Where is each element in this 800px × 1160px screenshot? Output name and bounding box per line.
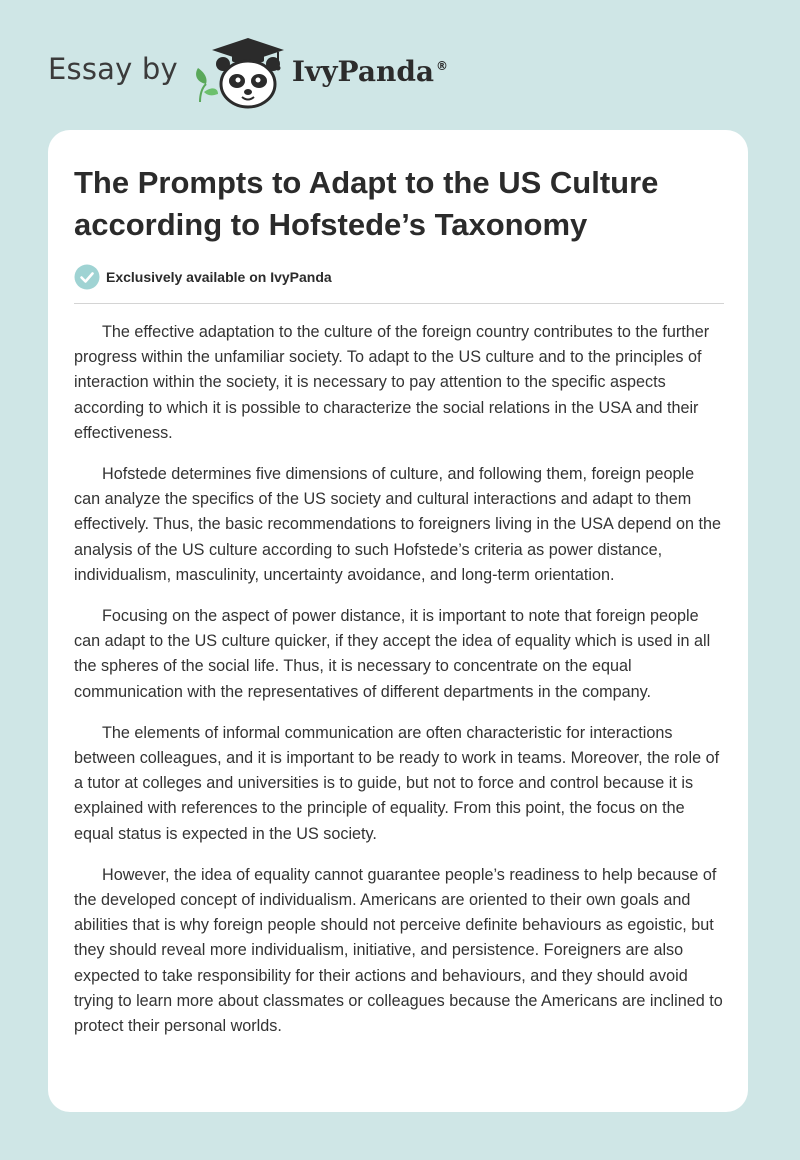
divider (74, 303, 724, 304)
essay-card (48, 130, 748, 1112)
brand-prefix: Essay by (48, 52, 178, 86)
registered-mark: ® (436, 59, 449, 74)
brand-name: IvyPanda ® (291, 54, 449, 88)
panda-graduate-icon (190, 34, 286, 110)
exclusive-badge (74, 264, 332, 290)
paragraph: However, the idea of equality cannot guarantee people’s readiness to help because of the developed concept of individualism. Americans are oriented to their own goals and abilities that is why foreign people should not perceive definite behaviours as egoistic, but they should reveal more individualism, initiative, and persistence. Foreigners are also expected to take responsibility for their actions and behaviours, and they should avoid trying to learn more about classmates or colleagues because the Americans are inclined to protect their personal worlds. (74, 865, 723, 1036)
essay-body (74, 320, 724, 1055)
paragraph: The elements of informal communication are often characteristic for interactions between colleagues, and it is important to be ready to work in teams. Moreover, the role of a tutor at colleges and universities is to guide, but not to force and control because it is explained with references to the principle of equality. From this point, the focus on the equal status is expected in the US society. (74, 723, 720, 843)
paragraph: Hofstede determines five dimensions of culture, and following them, foreign people can analyze the specifics of the US society and cultural interactions and adapt to them effectively. Thus, the basic recommendations to foreigners living in the USA depend on the analysis of the US culture according to such Hofstede’s criteria as power distance, individualism, masculinity, uncertainty avoidance, and long-term orientation. (74, 465, 721, 584)
essay-title: The Prompts to Adapt to the US Culture according to Hofstede’s Taxonomy (74, 165, 659, 242)
exclusive-badge-text: Exclusively available on IvyPanda (106, 269, 332, 285)
paragraph: The effective adaptation to the culture of the foreign country contributes to the further progress within the unfamiliar society. To adapt to the US culture and to the principles of interaction within the society, it is necessary to pay attention to the specific aspects according to which it is possible to characterize the social relations in the USA and their effectiveness. (74, 323, 710, 442)
paragraph: Focusing on the aspect of power distance, it is important to note that foreign people can adapt to the US culture quicker, if they accept the idea of equality which is used in all the spheres of the social life. Thus, it is necessary to concentrate on the equal communication with the representatives of different departments in the company. (74, 607, 711, 701)
brand-header[interactable] (48, 32, 448, 112)
check-circle-icon (74, 264, 100, 290)
